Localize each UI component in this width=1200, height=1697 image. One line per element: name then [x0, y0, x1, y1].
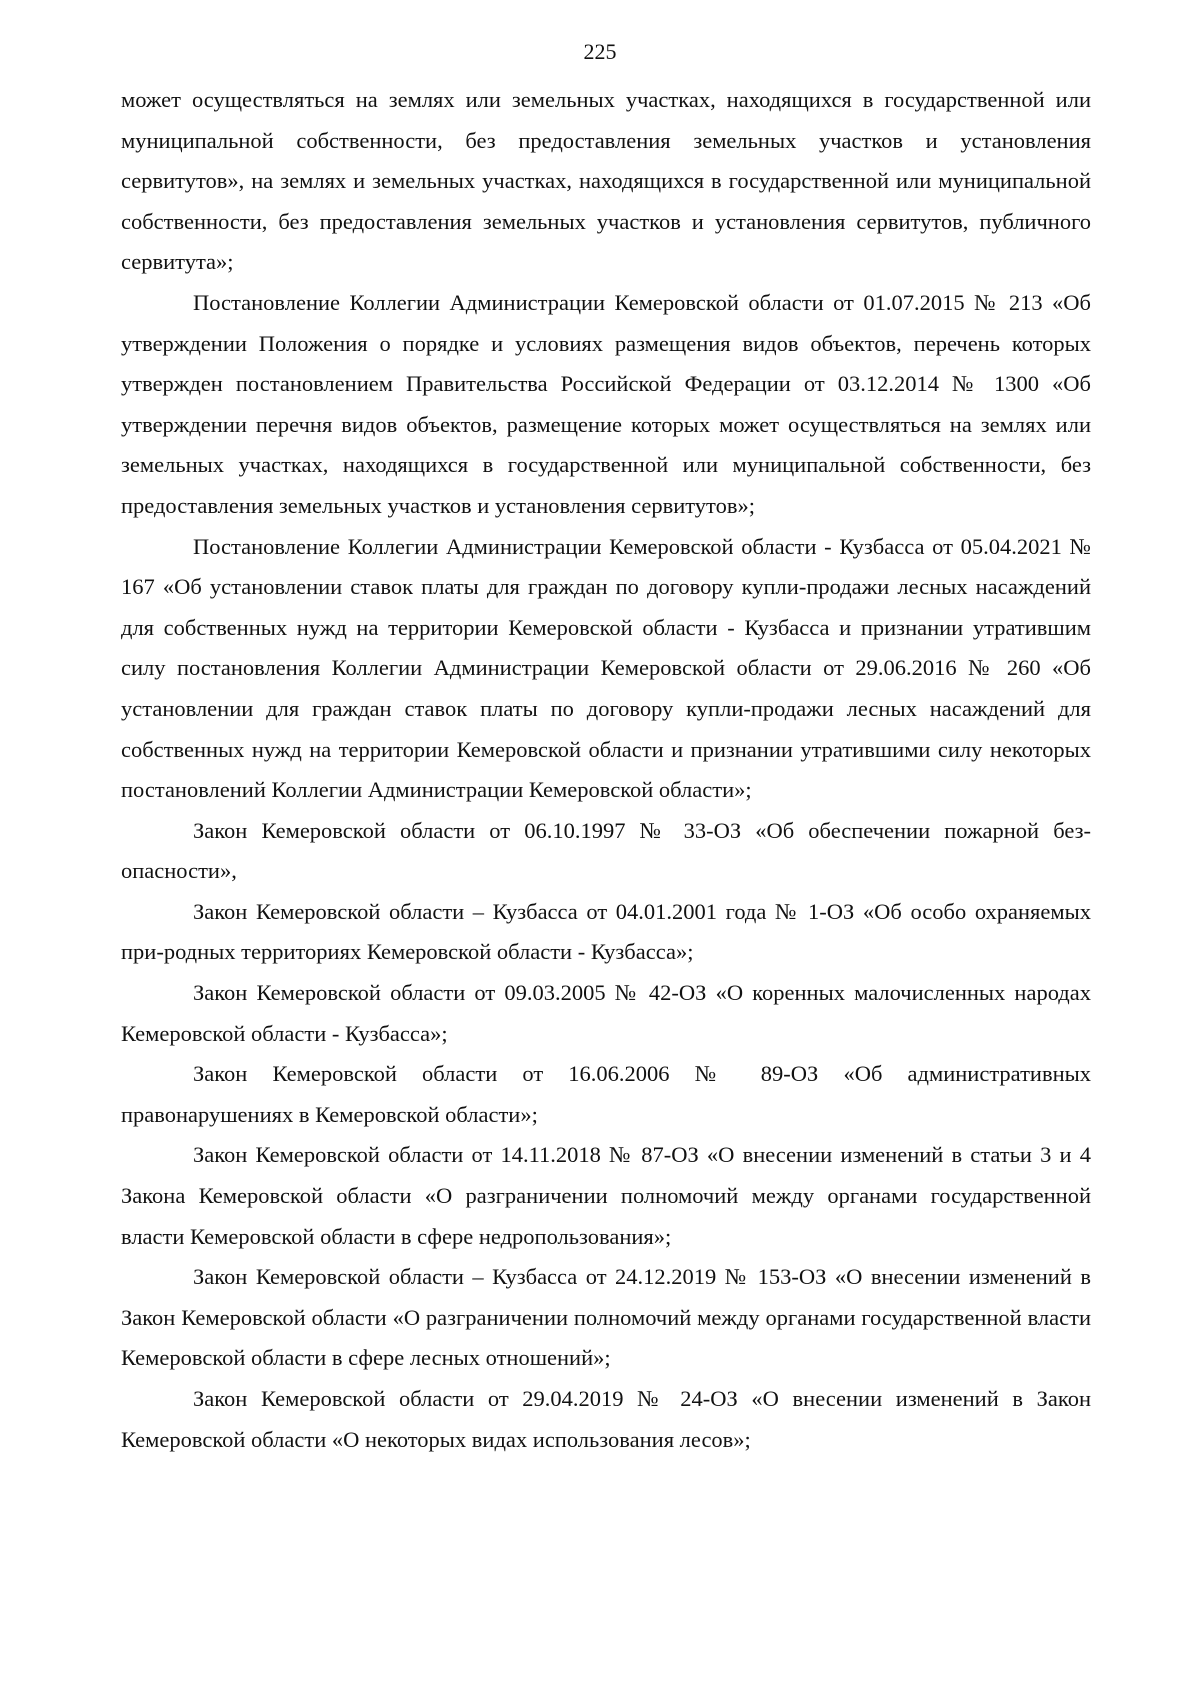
paragraph-law-2019-153: Закон Кемеровской области – Кузбасса от 24.12.2019 № 153-ОЗ «О внесении изменений в Закон Кемеровской области «О разграничении полномочий между органами государственной власти Кемеровской области в сфере лесных отношений»;	[121, 1264, 1091, 1371]
paragraph-law-2019-24: Закон Кемеровской области от 29.04.2019 № 24-ОЗ «О внесении изменений в Закон Кемеровской области «О некоторых видах использования лесов»;	[121, 1386, 1091, 1452]
paragraph-law-2001-1: Закон Кемеровской области – Кузбасса от 04.01.2001 года № 1-ОЗ «Об особо охраняемых при-родных территориях Кемеровской области - Кузбасса»;	[121, 898, 1091, 965]
paragraph-law-2018-87: Закон Кемеровской области от 14.11.2018 № 87-ОЗ «О внесении изменений в статьи 3 и 4 Закона Кемеровской области «О разграничении полномочий между органами государственной власти Кемеровской области в сфере недропользования»;	[121, 1142, 1091, 1249]
paragraph-law-2005-42: Закон Кемеровской области от 09.03.2005 № 42-ОЗ «О коренных малочисленных народах Кемеровской области - Кузбасса»;	[121, 980, 1091, 1046]
page-number: 225	[583, 39, 617, 64]
paragraph-resolution-2021-167: Постановление Коллегии Администрации Кемеровской области - Кузбасса от 05.04.2021 № 167 «Об установлении ставок платы для граждан по договору купли-продажи лесных насаждений для собственных нужд на территории Кемеровской области - Кузбасса и признании утратившим силу постановления Коллегии Администрации Кемеровской области от 29.06.2016 № 260 «Об установлении для граждан ставок платы по договору купли-продажи лесных насаждений для собственных нужд на территории Кемеровской области и признании утратившими силу некоторых постановлений Коллегии Администрации Кемеровской области»;	[121, 533, 1091, 803]
paragraph-law-2006-89: Закон Кемеровской области от 16.06.2006 № 89-ОЗ «Об административных правонарушениях в Кемеровской области»;	[121, 1061, 1091, 1127]
paragraph-resolution-2015-213: Постановление Коллегии Администрации Кемеровской области от 01.07.2015 № 213 «Об утверждении Положения о порядке и условиях размещения видов объектов, перечень которых утвержден постановлением Правительства Российской Федерации от 03.12.2014 № 1300 «Об утверждении перечня видов объектов, размещение которых может осуществляться на землях или земельных участках, находящихся в государственной или муниципальной собственности, без предоставления земельных участков и установления сервитутов»;	[121, 289, 1091, 518]
document-body	[121, 80, 1091, 1460]
paragraph-continuation: может осуществляться на землях или земельных участках, находящихся в государственной или муниципальной собственности, без предоставления земельных участков и установления сервитутов», на землях и земельных участках, находящихся в государственной или муниципальной собственности, без предоставления земельных участков и установления сервитутов, публичного сервитута»;	[121, 87, 1091, 275]
paragraph-law-1997-33: Закон Кемеровской области от 06.10.1997 № 33-ОЗ «Об обеспечении пожарной без-опасности»,	[121, 817, 1091, 884]
